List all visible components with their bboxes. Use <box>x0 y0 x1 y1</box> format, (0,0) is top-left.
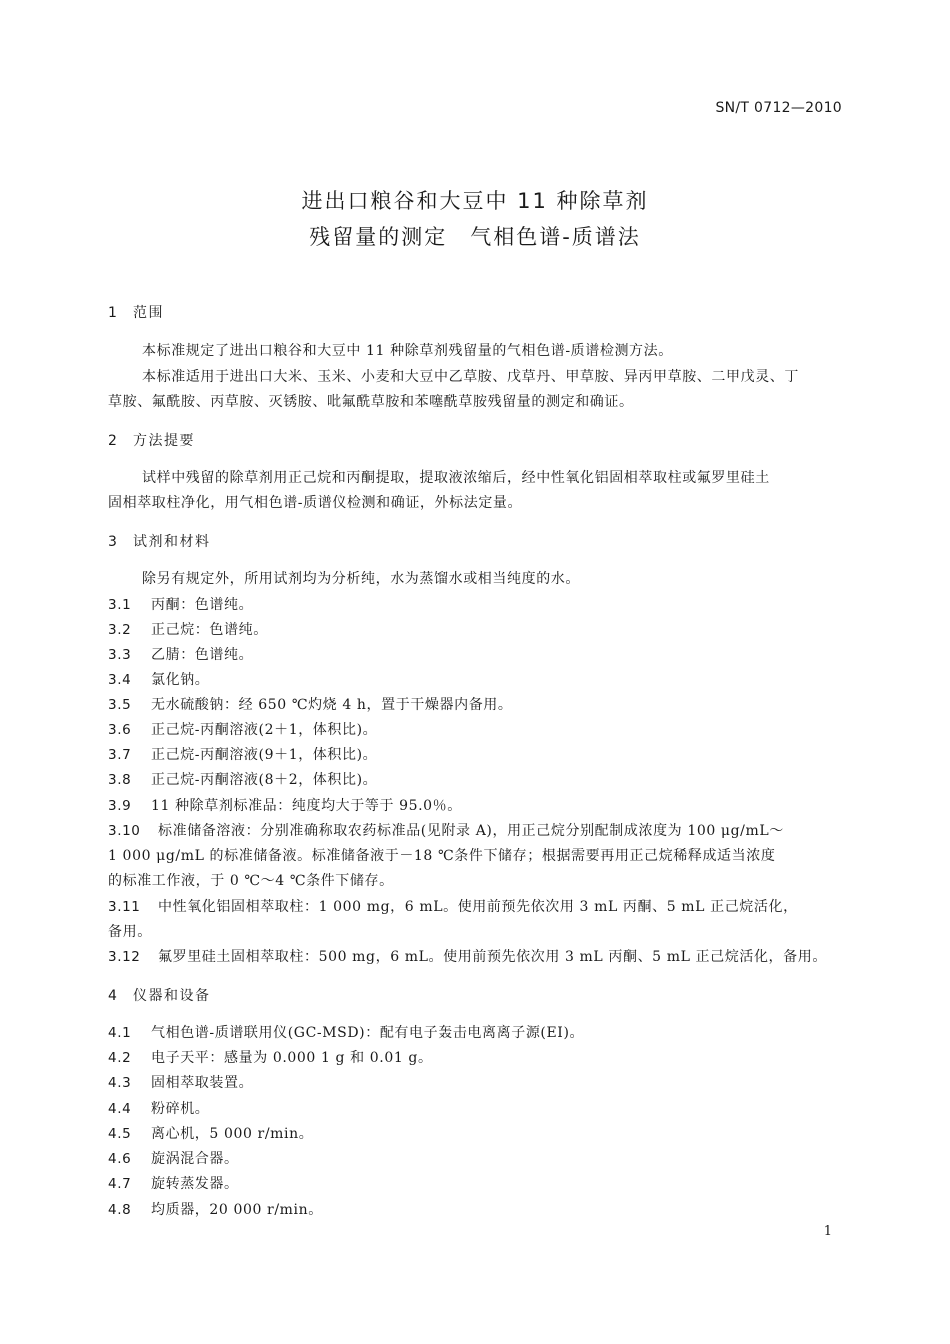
item-number: 4.1 <box>108 1025 132 1041</box>
section-title: 范围 <box>133 305 164 321</box>
item-number: 3.2 <box>108 622 132 638</box>
item-text: 气相色谱-质谱联用仪(GC-MSD)：配有电子轰击电离离子源(EI)。 <box>151 1025 585 1041</box>
item-number: 3.1 <box>108 597 132 613</box>
paragraph-line: 固相萃取柱净化，用气相色谱-质谱仪检测和确证，外标法定量。 <box>108 495 523 511</box>
item-number: 3.10 <box>108 823 141 839</box>
list-item <box>108 1047 433 1067</box>
paragraph-line: 草胺、氟酰胺、丙草胺、灭锈胺、吡氟酰草胺和苯噻酰草胺残留量的测定和确证。 <box>108 394 634 410</box>
item-number: 4.7 <box>108 1176 132 1192</box>
item-text: 11 种除草剂标准品：纯度均大于等于 95.0％。 <box>151 798 462 814</box>
item-text: 粉碎机。 <box>151 1101 210 1117</box>
section-number: 2 <box>108 433 119 449</box>
section-heading-scope <box>108 302 164 322</box>
item-text: 标准储备溶液：分别准确称取农药标准品(见附录 A)，用正己烷分别配制成浓度为 100 μg/mL～ <box>158 823 784 839</box>
item-text: 正己烷-丙酮溶液(8＋2，体积比)。 <box>151 772 378 788</box>
section-number: 3 <box>108 534 119 550</box>
item-text: 均质器，20 000 r/min。 <box>151 1202 323 1218</box>
item-text: 无水硫酸钠：经 650 ℃灼烧 4 h，置于干燥器内备用。 <box>151 697 513 713</box>
list-item <box>108 619 268 639</box>
document-title-line-2: 残留量的测定 气相色谱-质谱法 <box>309 225 641 249</box>
section-heading-method <box>108 430 195 450</box>
item-text: 正己烷-丙酮溶液(9＋1，体积比)。 <box>151 747 378 763</box>
list-item <box>108 744 377 764</box>
section-number: 1 <box>108 305 119 321</box>
list-item <box>108 820 784 840</box>
section-title: 方法提要 <box>133 433 195 449</box>
list-item <box>108 769 377 789</box>
list-item <box>108 896 798 916</box>
list-item <box>108 644 253 664</box>
list-item <box>108 946 827 966</box>
list-item <box>108 694 513 714</box>
paragraph: 除另有规定外，所用试剂均为分析纯，水为蒸馏水或相当纯度的水。 <box>142 571 580 587</box>
item-text: 氯化钠。 <box>151 672 210 688</box>
item-text: 正己烷-丙酮溶液(2＋1，体积比)。 <box>151 722 378 738</box>
item-number: 3.4 <box>108 672 132 688</box>
item-number: 4.5 <box>108 1126 132 1142</box>
list-item <box>108 1022 584 1042</box>
item-text: 电子天平：感量为 0.000 1 g 和 0.01 g。 <box>151 1050 433 1066</box>
item-text: 正己烷：色谱纯。 <box>151 622 268 638</box>
section-heading-apparatus <box>108 985 211 1005</box>
item-text: 旋涡混合器。 <box>151 1151 239 1167</box>
item-number: 3.8 <box>108 772 132 788</box>
item-text: 离心机，5 000 r/min。 <box>151 1126 314 1142</box>
item-text-continued: 的标准工作液，于 0 ℃～4 ℃条件下储存。 <box>108 873 394 889</box>
section-number: 4 <box>108 988 119 1004</box>
standard-code: SN/T 0712—2010 <box>715 100 842 116</box>
list-item <box>108 1072 253 1092</box>
item-text: 氟罗里硅土固相萃取柱：500 mg，6 mL。使用前预先依次用 3 mL 丙酮、5 mL 正己烷活化，备用。 <box>158 949 827 965</box>
item-number: 3.11 <box>108 899 141 915</box>
list-item <box>108 795 462 815</box>
list-item <box>108 1123 313 1143</box>
item-number: 3.9 <box>108 798 132 814</box>
item-text: 旋转蒸发器。 <box>151 1176 239 1192</box>
list-item <box>108 594 253 614</box>
item-number: 3.7 <box>108 747 132 763</box>
list-item <box>108 669 209 689</box>
item-text-continued: 备用。 <box>108 924 152 940</box>
paragraph-line: 本标准适用于进出口大米、玉米、小麦和大豆中乙草胺、戊草丹、甲草胺、异丙甲草胺、二甲戊灵、丁 <box>142 369 799 385</box>
item-text: 中性氧化铝固相萃取柱：1 000 mg，6 mL。使用前预先依次用 3 mL 丙酮、5 mL 正己烷活化， <box>158 899 798 915</box>
item-number: 4.4 <box>108 1101 132 1117</box>
item-number: 3.3 <box>108 647 132 663</box>
item-number: 3.5 <box>108 697 132 713</box>
item-number: 4.2 <box>108 1050 132 1066</box>
item-number: 3.6 <box>108 722 132 738</box>
list-item <box>108 1148 239 1168</box>
paragraph: 本标准规定了进出口粮谷和大豆中 11 种除草剂残留量的气相色谱-质谱检测方法。 <box>142 343 673 359</box>
item-number: 4.3 <box>108 1075 132 1091</box>
section-title: 仪器和设备 <box>133 988 211 1004</box>
item-number: 3.12 <box>108 949 141 965</box>
list-item <box>108 1173 239 1193</box>
item-text-continued: 1 000 μg/mL 的标准储备液。标准储备液于－18 ℃条件下储存；根据需要再用正己烷稀释成适当浓度 <box>108 848 776 864</box>
item-number: 4.8 <box>108 1202 132 1218</box>
item-text: 固相萃取装置。 <box>151 1075 254 1091</box>
list-item <box>108 1098 209 1118</box>
document-title-line-1: 进出口粮谷和大豆中 11 种除草剂 <box>301 189 649 213</box>
list-item <box>108 719 377 739</box>
section-heading-reagents <box>108 531 211 551</box>
list-item <box>108 1199 323 1219</box>
item-text: 乙腈：色谱纯。 <box>151 647 254 663</box>
page-number: 1 <box>823 1224 832 1239</box>
section-title: 试剂和材料 <box>133 534 211 550</box>
paragraph-line: 试样中残留的除草剂用正己烷和丙酮提取，提取液浓缩后，经中性氧化铝固相萃取柱或氟罗里硅土 <box>142 470 770 486</box>
item-number: 4.6 <box>108 1151 132 1167</box>
item-text: 丙酮：色谱纯。 <box>151 597 254 613</box>
